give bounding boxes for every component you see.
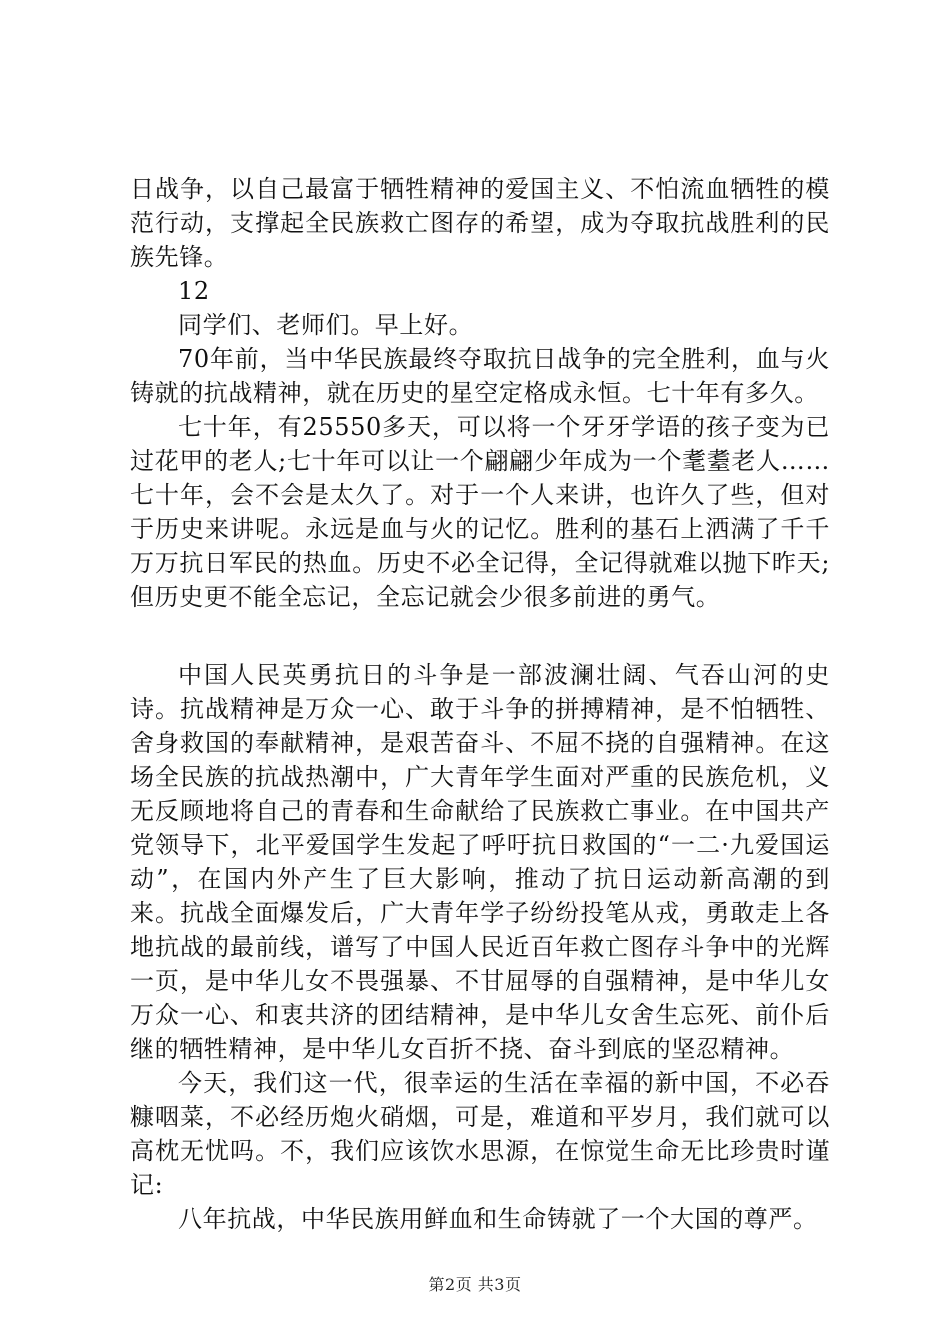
document-body [130, 172, 830, 1236]
paragraph-memory: 七十年，有25550多天，可以将一个牙牙学语的孩子变为已过花甲的老人;七十年可以让一个翩翩少年成为一个耄耋老人……七十年，会不会是太久了。对于一个人来讲，也许久了些，但对于历史来讲呢。永远是血与火的记忆。胜利的基石上洒满了千千万万抗日军民的热血。历史不必全记得，全记得就难以抛下昨天;但历史更不能全忘记，全忘记就会少很多前进的勇气。 [130, 413, 830, 611]
page-footer: 第2页 共3页 [428, 1275, 522, 1294]
paragraph-greeting: 同学们、老师们。早上好。 [178, 311, 474, 339]
section-number: 12 [178, 277, 210, 305]
paragraph-continuation: 日战争，以自己最富于牺牲精神的爱国主义、不怕流血牺牲的模范行动，支撑起全民族救亡图存的希望，成为夺取抗战胜利的民族先锋。 [130, 175, 830, 271]
paragraph-today: 今天，我们这一代，很幸运的生活在幸福的新中国，不必吞糠咽菜，不必经历炮火硝烟，可是，难道和平岁月，我们就可以高枕无忧吗。不，我们应该饮水思源，在惊觉生命无比珍贵时谨记: [130, 1069, 830, 1199]
paragraph-seventy-years: 70年前，当中华民族最终夺取抗日战争的完全胜利，血与火铸就的抗战精神，就在历史的星空定格成永恒。七十年有多久。 [130, 345, 830, 407]
paragraph-eight-years: 八年抗战，中华民族用鲜血和生命铸就了一个大国的尊严。 [178, 1205, 818, 1233]
paragraph-epic: 中国人民英勇抗日的斗争是一部波澜壮阔、气吞山河的史诗。抗战精神是万众一心、敢于斗争的拼搏精神，是不怕牺牲、舍身救国的奉献精神，是艰苦奋斗、不屈不挠的自强精神。在这场全民族的抗战热潮中，广大青年学生面对严重的民族危机，义无反顾地将自己的青春和生命献给了民族救亡事业。在中国共产党领导下，北平爱国学生发起了呼吁抗日救国的“一二·九爱国运动”，在国内外产生了巨大影响，推动了抗日运动新高潮的到来。抗战全面爆发后，广大青年学子纷纷投笔从戎，勇敢走上各地抗战的最前线，谱写了中国人民近百年救亡图存斗争中的光辉一页，是中华儿女不畏强暴、不甘屈辱的自强精神，是中华儿女万众一心、和衷共济的团结精神，是中华儿女舍生忘死、前仆后继的牺牲精神，是中华儿女百折不挠、奋斗到底的坚忍精神。 [130, 661, 830, 1063]
